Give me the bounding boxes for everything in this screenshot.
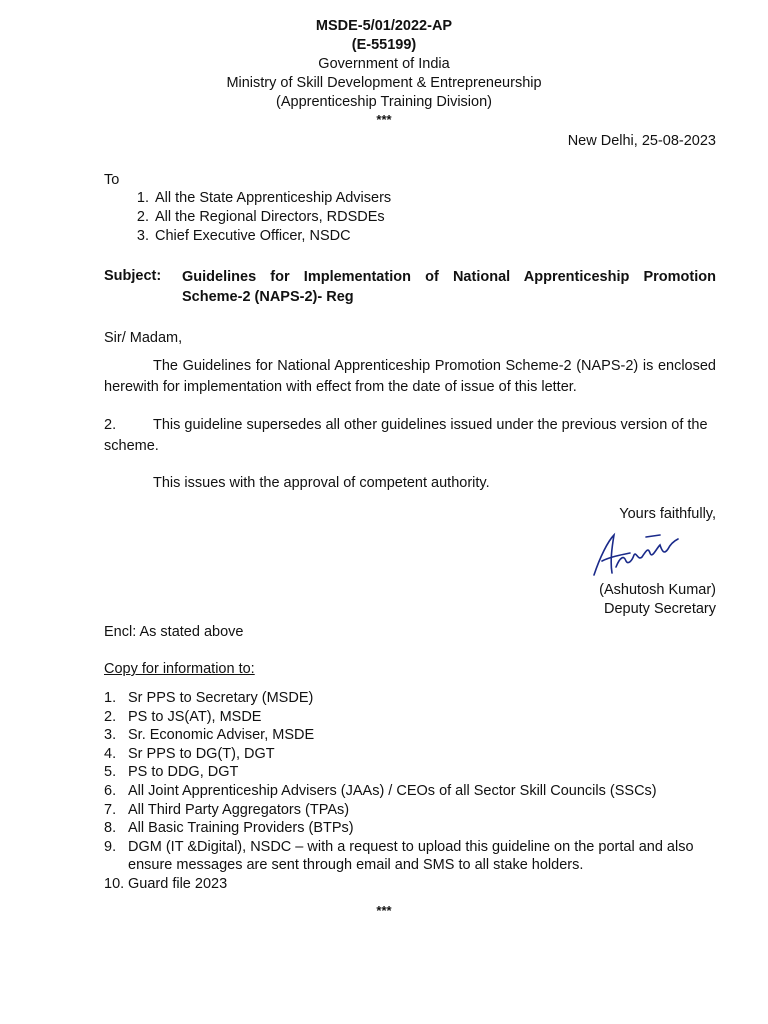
division-line: (Apprenticeship Training Division) — [276, 94, 492, 110]
body-paragraph-1: The Guidelines for National Apprenticeship Promotion Scheme-2 (NAPS-2) is enclosed herewith for implementation with effect from the date of issue of this letter. — [104, 358, 716, 395]
list-item: 10. Guard file 2023 — [104, 875, 228, 892]
paragraph-2-text: This guideline supersedes all other guidelines issued under the previous version of the scheme. — [104, 417, 708, 454]
signatory-title: Deputy Secretary — [603, 601, 716, 617]
signatory-name: (Ashutosh Kumar) — [599, 582, 716, 598]
approval-line: This issues with the approval of competent authority. — [153, 475, 490, 491]
government-line: Government of India — [318, 56, 450, 72]
end-separator: *** — [376, 903, 392, 918]
body-paragraph-2 — [104, 415, 716, 457]
signature — [590, 527, 682, 583]
paragraph-number: 2. — [104, 417, 117, 433]
reference-number: MSDE-5/01/2022-AP — [315, 18, 453, 34]
list-item: 7. All Third Party Aggregators (TPAs) — [104, 801, 350, 818]
to-label: To — [104, 172, 120, 188]
list-item: 1. Sr PPS to Secretary (MSDE) — [104, 690, 314, 706]
enclosure-note: Encl: As stated above — [104, 624, 244, 640]
e-file-number: (E-55199) — [351, 37, 417, 53]
header-separator: *** — [376, 112, 392, 127]
place-date: New Delhi, 25-08-2023 — [567, 133, 716, 149]
list-item: 8. All Basic Training Providers (BTPs) — [104, 820, 354, 837]
ministry-line: Ministry of Skill Development & Entrepreneurship — [226, 75, 542, 91]
salutation: Sir/ Madam, — [104, 330, 183, 346]
list-item: 6. All Joint Apprenticeship Advisers (JAAs) / CEOs of all Sector Skill Councils (SSCs) — [104, 782, 657, 799]
list-item: 9. DGM (IT &Digital), NSDC – with a request to upload this guideline on the portal and also ensure messages are sent through email and SMS to all stake holders. — [104, 838, 694, 874]
list-item: 1. All the State Apprenticeship Advisers — [153, 189, 391, 208]
subject-label: Subject: — [104, 268, 162, 284]
subject-text: Guidelines for Implementation of National Apprenticeship Promotion Scheme-2 (NAPS-2)- Reg — [182, 269, 716, 305]
list-item: 2. All the Regional Directors, RDSDEs — [153, 208, 391, 227]
copy-heading: Copy for information to: — [104, 661, 255, 677]
list-item: 5. PS to DDG, DGT — [104, 764, 239, 781]
list-item: 3. Sr. Economic Adviser, MSDE — [104, 727, 315, 744]
yours-faithfully: Yours faithfully, — [619, 506, 716, 522]
addressee-list — [128, 189, 391, 246]
list-item: 4. Sr PPS to DG(T), DGT — [104, 745, 275, 762]
list-item: 3. Chief Executive Officer, NSDC — [153, 227, 391, 246]
list-item: 2. PS to JS(AT), MSDE — [104, 708, 262, 725]
copy-list — [104, 689, 724, 894]
